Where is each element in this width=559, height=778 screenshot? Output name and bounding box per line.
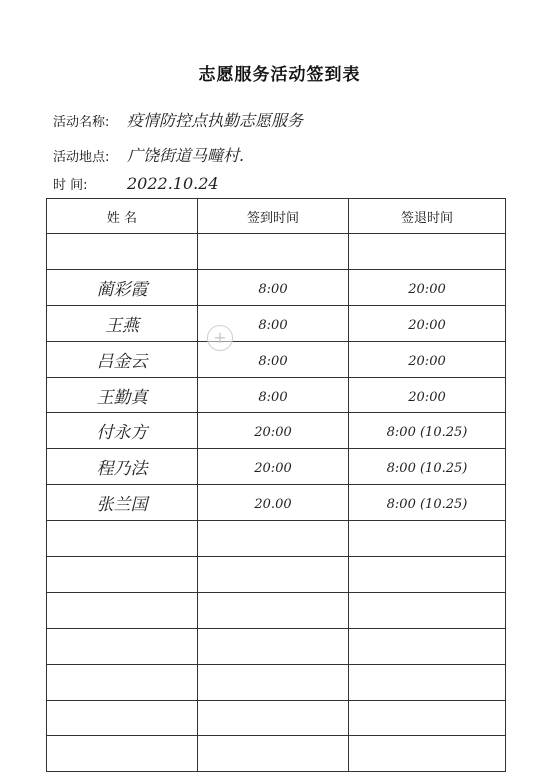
name-cell	[47, 557, 198, 593]
name-cell	[47, 341, 198, 377]
name-cell-text: 程乃法	[96, 459, 148, 480]
header-sign-out: 签退时间	[349, 199, 506, 234]
header-sign-in: 签到时间	[198, 199, 349, 234]
name-cell	[47, 736, 198, 772]
name-cell	[47, 269, 198, 305]
name-cell-text: 张兰国	[96, 495, 148, 516]
name-cell-text: 吕金云	[96, 351, 148, 372]
table-row	[47, 413, 506, 449]
sign-in-cell	[198, 592, 349, 628]
sign-out-cell	[349, 592, 506, 628]
name-cell	[47, 413, 198, 449]
table-row	[47, 592, 506, 628]
sign-out-cell	[349, 557, 506, 593]
sign-in-cell-text: 8:00	[258, 281, 288, 297]
sign-out-cell	[349, 305, 506, 341]
name-cell	[47, 700, 198, 736]
table-row	[47, 269, 506, 305]
name-cell	[47, 521, 198, 557]
sign-out-cell-text: 20:00	[408, 317, 446, 333]
sign-in-cell-text: 20:00	[254, 425, 292, 441]
sign-out-cell	[349, 234, 506, 270]
sign-in-table	[46, 198, 506, 772]
sign-in-cell	[198, 269, 349, 305]
name-cell	[47, 305, 198, 341]
activity-name-field	[53, 108, 303, 131]
sign-in-cell-text: 8:00	[258, 389, 288, 405]
activity-name-value: 疫情防控点执勤志愿服务	[127, 111, 304, 130]
name-cell-text: 蔺彩霞	[96, 279, 148, 300]
sign-out-cell	[349, 485, 506, 521]
table-row	[47, 628, 506, 664]
sign-out-cell	[349, 377, 506, 413]
sign-in-cell-text: 8:00	[258, 317, 288, 333]
name-cell	[47, 234, 198, 270]
activity-name-label: 活动名称:	[53, 115, 110, 130]
sign-out-cell	[349, 700, 506, 736]
sign-in-cell	[198, 628, 349, 664]
time-label: 时 间:	[53, 178, 88, 193]
sign-out-cell-text: 8:00 (10.25)	[386, 497, 468, 513]
sign-out-cell-text: 8:00 (10.25)	[386, 461, 468, 477]
sign-in-cell	[198, 700, 349, 736]
sign-out-cell	[349, 449, 506, 485]
table-row	[47, 341, 506, 377]
sign-out-cell	[349, 413, 506, 449]
location-label: 活动地点:	[53, 150, 110, 165]
location-value: 广饶街道马疃村.	[127, 146, 245, 165]
sign-in-cell	[198, 736, 349, 772]
table-row	[47, 557, 506, 593]
header-name: 姓 名	[47, 199, 198, 234]
sign-out-cell	[349, 664, 506, 700]
sign-in-cell-text: 20.00	[254, 497, 292, 513]
sign-out-cell-text: 20:00	[408, 353, 446, 369]
location-field	[53, 143, 244, 166]
time-field	[53, 174, 219, 193]
table-row	[47, 234, 506, 270]
sign-in-cell-text: 20:00	[254, 461, 292, 477]
sign-out-cell-text: 8:00 (10.25)	[386, 425, 468, 441]
name-cell	[47, 592, 198, 628]
sign-in-cell	[198, 377, 349, 413]
table-row	[47, 700, 506, 736]
sign-out-cell	[349, 269, 506, 305]
sign-out-cell	[349, 736, 506, 772]
sign-out-cell-text: 20:00	[408, 389, 446, 405]
table-row	[47, 521, 506, 557]
name-cell	[47, 628, 198, 664]
table-row	[47, 377, 506, 413]
sign-out-cell	[349, 628, 506, 664]
sign-in-cell	[198, 664, 349, 700]
table-header-row	[47, 199, 506, 234]
name-cell-text: 付永方	[96, 423, 148, 444]
sign-out-cell	[349, 521, 506, 557]
sign-in-cell	[198, 557, 349, 593]
name-cell	[47, 485, 198, 521]
sign-in-cell	[198, 413, 349, 449]
table-row	[47, 449, 506, 485]
table-row	[47, 305, 506, 341]
sign-in-cell-text: 8:00	[258, 353, 288, 369]
table-row	[47, 664, 506, 700]
name-cell-text: 王勤真	[96, 387, 148, 408]
sign-out-cell-text: 20:00	[408, 281, 446, 297]
table-row	[47, 485, 506, 521]
sign-in-cell	[198, 234, 349, 270]
table-row	[47, 736, 506, 772]
sign-in-cell	[198, 485, 349, 521]
plus-watermark-icon: +	[207, 325, 233, 351]
sign-out-cell	[349, 341, 506, 377]
name-cell	[47, 664, 198, 700]
name-cell	[47, 377, 198, 413]
time-value: 2022.10.24	[127, 174, 219, 193]
page-title: 志愿服务活动签到表	[198, 65, 361, 85]
name-cell	[47, 449, 198, 485]
name-cell-text: 王燕	[105, 315, 139, 336]
sign-in-cell	[198, 449, 349, 485]
sign-in-cell	[198, 521, 349, 557]
